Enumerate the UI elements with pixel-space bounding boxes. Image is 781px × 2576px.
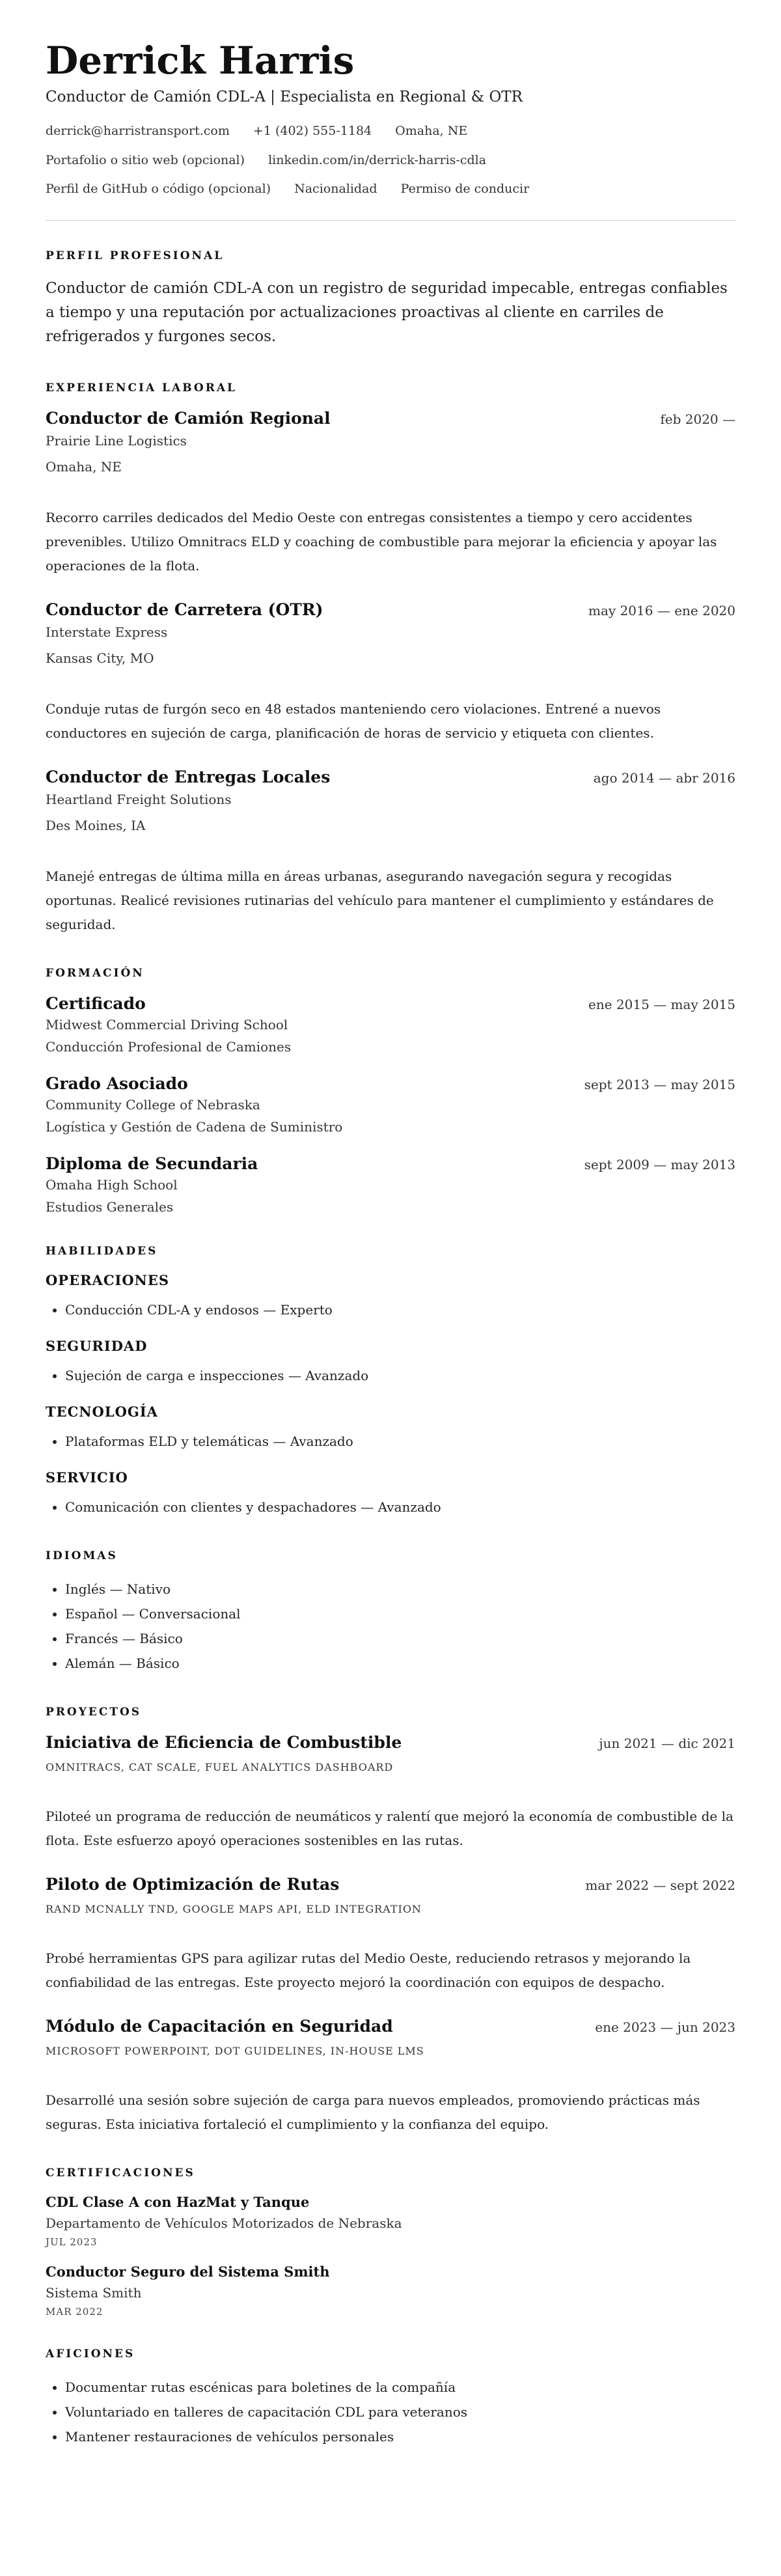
job-location: Des Moines, IA (46, 817, 146, 833)
skill-category: SEGURIDAD (46, 1337, 148, 1354)
skill-category: SERVICIO (46, 1469, 128, 1486)
skill-item: • Sujeción de carga e inspecciones — Avanzado (65, 1363, 735, 1388)
project-date: ene 2023 — jun 2023 (595, 2019, 735, 2035)
project-tech: OMNITRACS, CAT SCALE, FUEL ANALYTICS DASHBOARD (46, 1760, 394, 1773)
field-of-study: Estudios Generales (46, 1198, 174, 1215)
project-name: Piloto de Optimización de Rutas (46, 1874, 340, 1894)
school: Community College of Nebraska (46, 1096, 260, 1113)
email-link[interactable]: derrick@harristransport.com (46, 123, 230, 138)
project-description: Probé herramientas GPS para agilizar rutas del Medio Oeste, reduciendo retrasos y mejorando la confiabilidad de las entregas. Este proyecto mejoró la coordinación con equipos de despacho. (46, 1950, 691, 1990)
headline: Conductor de Camión CDL-A | Especialista en Regional & OTR (46, 88, 523, 105)
company: Prairie Line Logistics (46, 432, 187, 449)
section-title-skills: HABILIDADES (46, 1244, 158, 1258)
project-tech: MICROSOFT POWERPOINT, DOT GUIDELINES, IN-HOUSE LMS (46, 2044, 424, 2057)
education-section (46, 967, 735, 1215)
skill-group (46, 1272, 735, 1322)
job-date: feb 2020 — (660, 411, 735, 427)
school: Omaha High School (46, 1176, 178, 1193)
hobby-item: • Mantener restauraciones de vehículos personales (65, 2424, 735, 2449)
field-of-study: Conducción Profesional de Camiones (46, 1038, 292, 1055)
job-title: Conductor de Carretera (OTR) (46, 600, 323, 619)
portfolio-link[interactable]: Portafolio o sitio web (opcional) (46, 152, 245, 167)
project-date: jun 2021 — dic 2021 (599, 1735, 735, 1751)
project-name: Módulo de Capacitación en Seguridad (46, 2016, 393, 2036)
certification-name: Conductor Seguro del Sistema Smith (46, 2263, 330, 2280)
hobby-item: • Documentar rutas escénicas para boletines de la compañía (65, 2375, 735, 2400)
job-title: Conductor de Entregas Locales (46, 767, 331, 786)
section-title-certifications: CERTIFICACIONES (46, 2166, 195, 2180)
phone-number[interactable]: +1 (402) 555-1184 (253, 123, 372, 138)
job-location: Kansas City, MO (46, 650, 154, 666)
language-item: • Francés — Básico (65, 1626, 735, 1651)
education-date: sept 2009 — may 2013 (584, 1156, 735, 1172)
hobby-item: • Voluntariado en talleres de capacitación CDL para veteranos (65, 2400, 735, 2424)
nationality: Nacionalidad (294, 182, 377, 197)
experience-section (46, 381, 735, 937)
github-link[interactable]: Perfil de GitHub o código (opcional) (46, 182, 271, 197)
certifications-section (46, 2167, 735, 2318)
experience-entry (46, 409, 735, 578)
skill-item: • Plataformas ELD y telemáticas — Avanzado (65, 1429, 735, 1454)
contact-line-1 (46, 124, 735, 139)
job-description: Recorro carriles dedicados del Medio Oeste con entregas consistentes a tiempo y cero accidentes prevenibles. Utilizo Omnitracs ELD y coaching de combustible para mejorar la eficiencia y apoyar las operaciones de la flota. (46, 509, 717, 574)
section-title-education: FORMACIÓN (46, 966, 144, 980)
driving-license: Permiso de conducir (400, 182, 530, 197)
linkedin-link[interactable]: linkedin.com/in/derrick-harris-cdla (268, 152, 487, 167)
school: Midwest Commercial Driving School (46, 1016, 288, 1032)
languages-section (46, 1549, 735, 1676)
company: Heartland Freight Solutions (46, 791, 232, 807)
education-date: sept 2013 — may 2015 (584, 1076, 735, 1092)
degree: Diploma de Secundaria (46, 1154, 258, 1173)
job-description: Manejé entregas de última milla en áreas urbanas, asegurando navegación segura y recogidas oportunas. Realicé revisiones rutinarias del vehículo para mantener el cumplimiento y estándares de seguridad. (46, 868, 714, 932)
section-title-projects: PROYECTOS (46, 1705, 142, 1719)
skill-group (46, 1469, 735, 1519)
certification-issuer: Departamento de Vehículos Motorizados de Nebraska (46, 2215, 402, 2231)
skill-item: • Conducción CDL-A y endosos — Experto (65, 1297, 735, 1322)
language-item: • Inglés — Nativo (65, 1577, 735, 1601)
project-description: Desarrollé una sesión sobre sujeción de carga para nuevos empleados, promoviendo prácticas más seguras. Esta iniciativa fortaleció el cumplimiento y la confianza del equipo. (46, 2092, 700, 2132)
skill-category: TECNOLOGÍA (46, 1403, 158, 1420)
experience-entry (46, 600, 735, 745)
section-title-profile: PERFIL PROFESIONAL (46, 249, 225, 263)
job-description: Conduje rutas de furgón seco en 48 estados manteniendo cero violaciones. Entrené a nuevos conductores en sujeción de carga, planificación de horas de servicio y etiqueta con clientes. (46, 700, 661, 741)
hobbies-section (46, 2347, 735, 2449)
profile-summary: Conductor de camión CDL-A con un registro de seguridad impecable, entregas confiables a tiempo y una reputación por actualizaciones proactivas al cliente en carriles de refrigerados y furgones secos. (46, 280, 728, 345)
education-entry (46, 1154, 735, 1215)
certification-entry (46, 2264, 735, 2318)
profile-section (46, 249, 735, 348)
project-date: mar 2022 — sept 2022 (585, 1877, 735, 1893)
degree: Certificado (46, 993, 146, 1013)
skill-group (46, 1338, 735, 1388)
candidate-name: Derrick Harris (46, 38, 355, 83)
experience-entry (46, 768, 735, 937)
skill-category: OPERACIONES (46, 1271, 170, 1288)
job-date: ago 2014 — abr 2016 (593, 769, 735, 786)
job-date: may 2016 — ene 2020 (588, 602, 735, 618)
job-title: Conductor de Camión Regional (46, 408, 331, 428)
project-entry (46, 1875, 735, 1995)
section-title-hobbies: AFICIONES (46, 2347, 135, 2361)
certification-date: JUL 2023 (46, 2236, 98, 2248)
company: Interstate Express (46, 624, 168, 640)
project-name: Iniciativa de Eficiencia de Combustible (46, 1732, 402, 1752)
language-item: • Alemán — Básico (65, 1651, 735, 1676)
project-tech: RAND MCNALLY TND, GOOGLE MAPS API, ELD INTEGRATION (46, 1902, 422, 1915)
certification-date: MAR 2022 (46, 2305, 103, 2318)
skills-section (46, 1245, 735, 1519)
education-date: ene 2015 — may 2015 (588, 996, 735, 1012)
language-item: • Español — Conversacional (65, 1601, 735, 1626)
contact-line-2 (46, 153, 735, 168)
section-title-languages: IDIOMAS (46, 1549, 118, 1562)
project-entry (46, 2017, 735, 2137)
section-title-experience: EXPERIENCIA LABORAL (46, 381, 237, 395)
job-location: Omaha, NE (46, 458, 122, 475)
contact-line-3 (46, 182, 735, 197)
certification-entry (46, 2194, 735, 2248)
project-entry (46, 1733, 735, 1853)
education-entry (46, 1074, 735, 1135)
hobbies-list (46, 2375, 735, 2449)
certification-name: CDL Clase A con HazMat y Tanque (46, 2193, 310, 2210)
project-description: Piloteé un programa de reducción de neumáticos y ralentí que mejoró la economía de combustible de la flota. Este esfuerzo apoyó operaciones sostenibles en las rutas. (46, 1808, 733, 1848)
languages-list (46, 1577, 735, 1676)
skill-item: • Comunicación con clientes y despachadores — Avanzado (65, 1495, 735, 1519)
skill-group (46, 1404, 735, 1454)
certification-issuer: Sistema Smith (46, 2284, 142, 2301)
location: Omaha, NE (395, 123, 468, 138)
projects-section (46, 1706, 735, 2137)
education-entry (46, 994, 735, 1055)
degree: Grado Asociado (46, 1073, 188, 1093)
header-divider (46, 220, 735, 221)
field-of-study: Logística y Gestión de Cadena de Suministro (46, 1118, 343, 1135)
